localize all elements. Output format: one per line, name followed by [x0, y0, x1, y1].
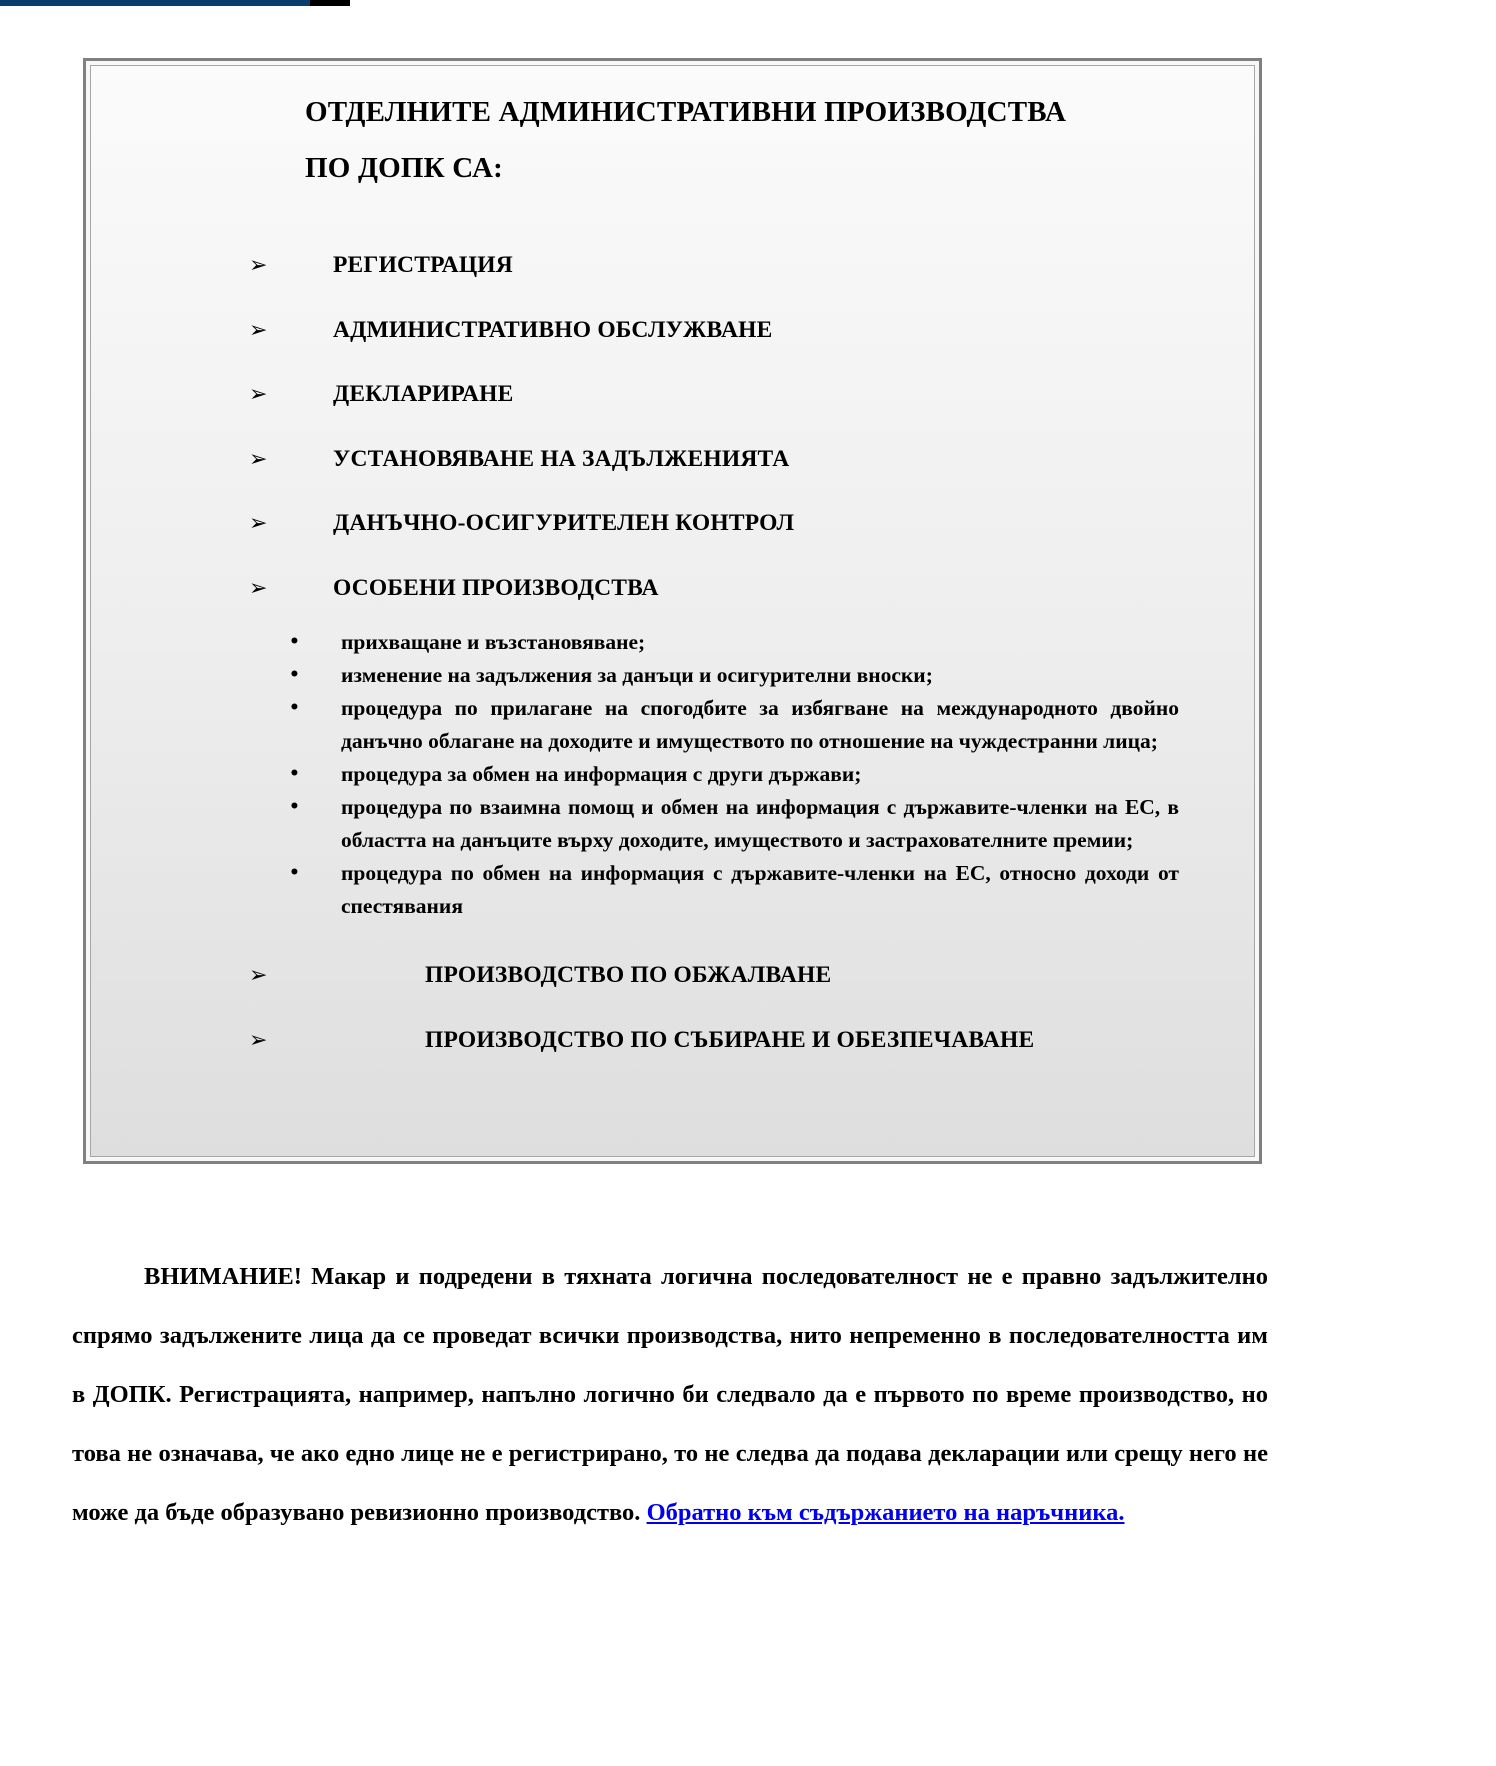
main-list-item-label: УСТАНОВЯВАНЕ НА ЗАДЪЛЖЕНИЯТА: [333, 445, 790, 472]
attention-body: Макар и подредени в тяхната логична последователност не е правно задължително спрямо задължените лица да се проведат всички производства, нито непременно в последователността им в ДОПК. Регистрацията, например, напълно логично би следвало да е първото по време производство, но това не означава, че ако едно лице не е регистрирано, то не следва да подава декларации или срещу него не може да бъде образувано ревизионно производство.: [72, 1262, 1268, 1526]
main-list-item: [117, 512, 1228, 536]
procedures-trailing-list: [117, 964, 1228, 1052]
round-bullet-icon: •: [289, 764, 300, 784]
sub-list-item-label: процедура по взаимна помощ и обмен на информация с държавите-членки на ЕС, в областта на данъците върху доходите, имуществото и застрахователните премии;: [341, 795, 1179, 852]
main-list-item-label: ПРОИЗВОДСТВО ПО ОБЖАЛВАНЕ: [425, 962, 832, 988]
box-title-line-1: ОТДЕЛНИТЕ АДМИНИСТРАТИВНИ ПРОИЗВОДСТВА: [305, 96, 1067, 128]
sub-list-item: [117, 626, 1228, 659]
main-list-item-label: ДАНЪЧНО-ОСИГУРИТЕЛЕН КОНТРОЛ: [333, 510, 795, 536]
arrow-bullet-icon: ➢: [249, 1027, 268, 1053]
round-bullet-icon: •: [289, 632, 300, 652]
sub-list-item-label: изменение на задължения за данъци и осигурителни вноски;: [341, 663, 933, 687]
attention-lead: ВНИМАНИЕ!: [144, 1262, 302, 1290]
box-title-line-2: ПО ДОПК СА:: [305, 152, 504, 184]
content-box: [83, 58, 1262, 1164]
main-list-item: [117, 383, 1228, 407]
main-list-item: [117, 1026, 1228, 1053]
round-bullet-icon: •: [289, 797, 300, 817]
sub-list-item: [117, 857, 1228, 923]
round-bullet-icon: •: [289, 698, 300, 718]
arrow-bullet-icon: ➢: [249, 963, 268, 988]
main-list-item: [117, 445, 1228, 472]
round-bullet-icon: •: [289, 665, 300, 685]
sub-list-item: [117, 758, 1228, 791]
round-bullet-icon: •: [289, 863, 300, 883]
main-list-item: [117, 254, 1228, 278]
sub-list-item-label: процедура по прилагане на спогодбите за избягване на международното двойно данъчно облагане на доходите и имуществото по отношение на чуждестранни лица;: [341, 696, 1179, 753]
main-list-item-label: РЕГИСТРАЦИЯ: [333, 252, 513, 278]
sub-list-item-label: прихващане и възстановяване;: [341, 630, 646, 654]
procedures-main-list: [117, 254, 1228, 600]
back-to-contents-link[interactable]: Обратно към съдържанието на наръчника.: [646, 1498, 1125, 1526]
content-box-inner: [90, 65, 1255, 1157]
main-list-item: [117, 574, 1228, 601]
arrow-bullet-icon: ➢: [249, 253, 268, 278]
arrow-bullet-icon: ➢: [249, 575, 268, 601]
attention-paragraph: [72, 1247, 1268, 1542]
sub-list-item-label: процедура по обмен на информация с държавите-членки на ЕС, относно доходи от спестявания: [341, 861, 1179, 918]
special-procedures-sub-list: [117, 626, 1228, 923]
arrow-bullet-icon: ➢: [249, 382, 268, 407]
sub-list-item: [117, 659, 1228, 692]
sub-list-item: [117, 791, 1228, 857]
main-list-item-label: ПРОИЗВОДСТВО ПО СЪБИРАНЕ И ОБЕЗПЕЧАВАНЕ: [425, 1026, 1035, 1053]
main-list-item: [117, 316, 1228, 343]
main-list-item-label: ОСОБЕНИ ПРОИЗВОДСТВА: [333, 574, 659, 601]
arrow-bullet-icon: ➢: [249, 511, 268, 536]
arrow-bullet-icon: ➢: [249, 446, 268, 472]
main-list-item: [117, 964, 1228, 988]
main-list-item-label: ДЕКЛАРИРАНЕ: [333, 381, 514, 407]
sub-list-item-label: процедура за обмен на информация с други държави;: [341, 762, 862, 786]
sub-list-item: [117, 692, 1228, 758]
main-list-item-label: АДМИНИСТРАТИВНО ОБСЛУЖВАНЕ: [333, 316, 773, 343]
arrow-bullet-icon: ➢: [249, 317, 268, 343]
